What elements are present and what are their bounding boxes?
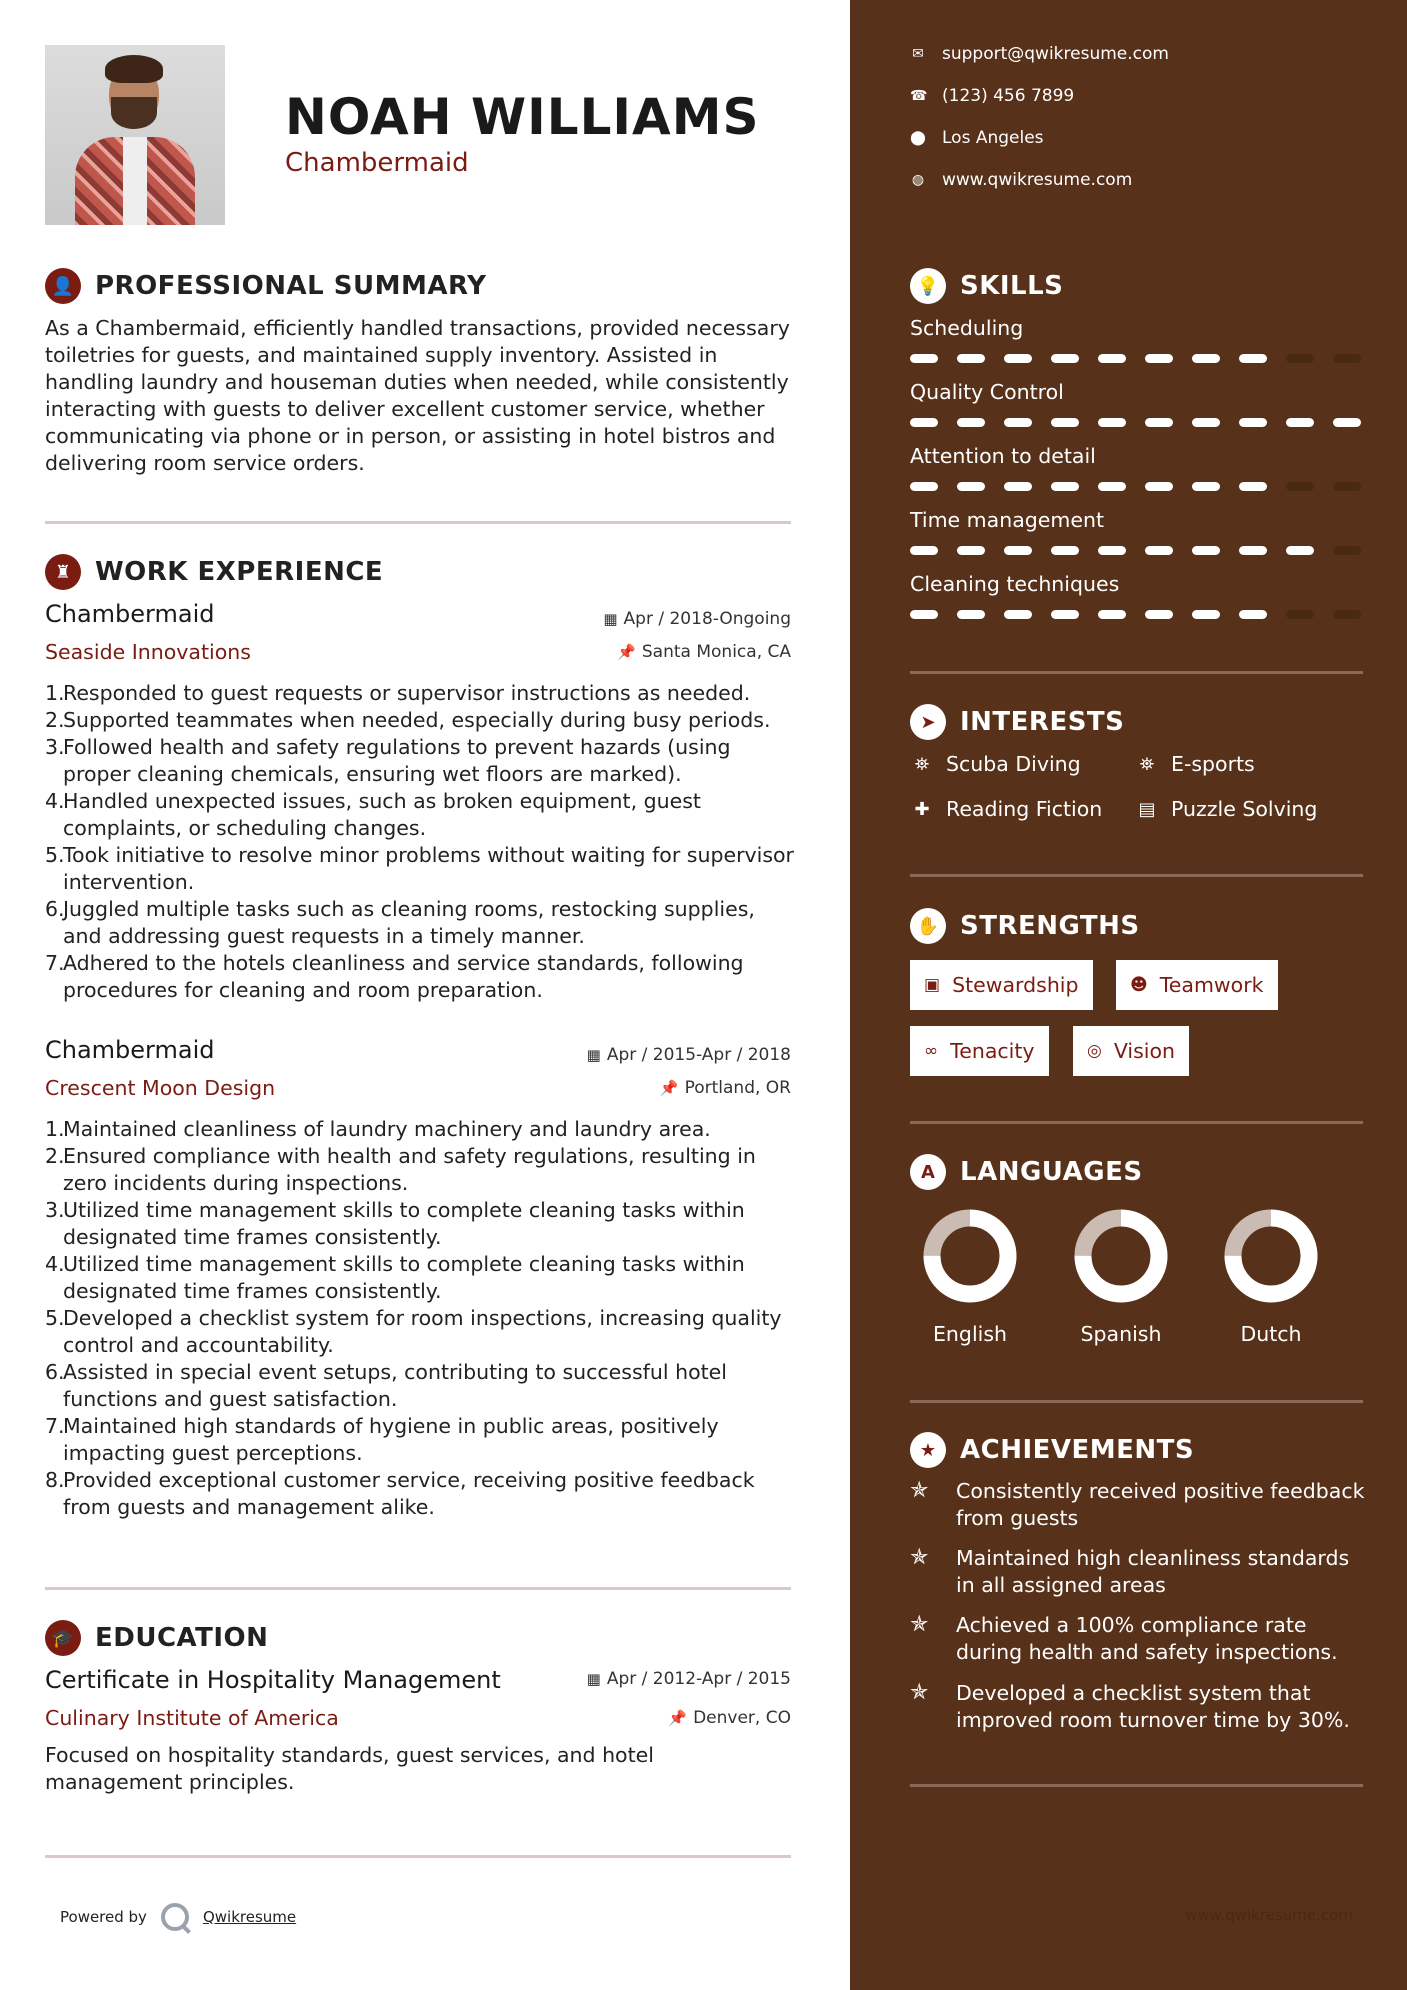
paper-plane-icon: ➤ (910, 704, 946, 740)
skill-level-segment (910, 418, 938, 427)
interest-label: E-sports (1171, 752, 1255, 776)
achievement-text: Developed a checklist system that improved room turnover time by 30%. (956, 1681, 1350, 1732)
strength-label: Teamwork (1159, 973, 1264, 997)
skill-level-segment (1192, 482, 1220, 491)
skill-level-bar (910, 546, 1361, 555)
map-pin-icon: ⬤ (910, 130, 926, 146)
skill-level-segment (1145, 482, 1173, 491)
star-hand-icon: ✯ (910, 1545, 929, 1570)
skill-level-segment (1333, 610, 1361, 619)
book-icon: ▤ (1138, 798, 1156, 820)
achievements-section-header (910, 1432, 1194, 1468)
experience-heading: WORK EXPERIENCE (95, 557, 384, 587)
job-bullets (45, 1116, 797, 1521)
achievement-item (910, 1545, 1370, 1599)
job-title: Chambermaid (45, 600, 215, 628)
contact-item[interactable] (910, 170, 1132, 190)
qwikresume-logo-icon (161, 1903, 189, 1931)
language-item (1046, 1208, 1196, 1346)
list-text: Provided exceptional customer service, receiving positive feedback from guests and management alike. (63, 1468, 755, 1519)
achievement-item (910, 1612, 1370, 1666)
languages-section-header (910, 1154, 1143, 1190)
school-name: Culinary Institute of America (45, 1706, 339, 1730)
skill-level-segment (957, 610, 985, 619)
list-number: 6. (45, 897, 65, 921)
binoculars-icon: ◎ (1087, 1041, 1102, 1061)
skill-level-segment (1145, 610, 1173, 619)
skill-level-segment (1051, 354, 1079, 363)
gamepad-icon: ✚ (914, 798, 930, 820)
language-label: English (932, 1322, 1008, 1346)
list-text: Took initiative to resolve minor problems without waiting for supervisor intervention. (63, 843, 794, 894)
language-label: Dutch (1240, 1322, 1302, 1346)
skill-level-segment (1004, 610, 1032, 619)
languages-heading: LANGUAGES (960, 1157, 1143, 1187)
briefcase-icon: ▣ (924, 975, 941, 995)
list-number: 2. (45, 1144, 65, 1168)
lightbulb-icon: 💡 (910, 268, 946, 304)
skill-level-segment (1145, 418, 1173, 427)
achievement-text: Achieved a 100% compliance rate during health and safety inspections. (956, 1613, 1338, 1664)
language-proficiency-ring (1073, 1208, 1169, 1304)
job-title: Chambermaid (45, 1036, 215, 1064)
skill-level-segment (1192, 418, 1220, 427)
education-heading: EDUCATION (95, 1623, 269, 1653)
list-text: Responded to guest requests or supervisor instructions as needed. (63, 681, 751, 705)
list-item (45, 788, 797, 842)
powered-by (60, 1903, 296, 1931)
candidate-title: Chambermaid (285, 148, 469, 178)
skill-level-segment (1333, 418, 1361, 427)
skill-level-segment (1098, 546, 1126, 555)
skill-label: Scheduling (910, 316, 1024, 340)
pin-icon: 📌 (659, 1079, 679, 1097)
list-item (45, 1305, 797, 1359)
skill-level-bar (910, 482, 1361, 491)
sidebar-divider (910, 1400, 1363, 1403)
list-text: Handled unexpected issues, such as broken equipment, guest complaints, or scheduling changes. (63, 789, 701, 840)
contact-text: (123) 456 7899 (942, 86, 1075, 106)
list-item (45, 1413, 797, 1467)
calendar-icon: ▦ (603, 610, 618, 628)
skill-level-segment (1286, 418, 1314, 427)
list-number: 4. (45, 1252, 65, 1276)
star-hand-icon: ✯ (910, 1478, 929, 1503)
interest-label: Reading Fiction (946, 797, 1103, 821)
degree-title: Certificate in Hospitality Management (45, 1666, 501, 1694)
sidebar-divider (910, 1784, 1363, 1787)
hand-icon: ✋ (910, 908, 946, 944)
list-item (45, 1143, 797, 1197)
strength-tag (1073, 1026, 1189, 1076)
list-number: 3. (45, 1198, 65, 1222)
skill-level-segment (910, 482, 938, 491)
skill-level-segment (1286, 546, 1314, 555)
list-number: 3. (45, 735, 65, 759)
skill-level-segment (1333, 546, 1361, 555)
interest-item (910, 752, 1081, 776)
list-item (45, 1197, 797, 1251)
summary-section-header (45, 268, 486, 304)
list-item (45, 1467, 797, 1521)
skill-level-segment (1192, 354, 1220, 363)
job-bullets (45, 680, 797, 1004)
sidebar-divider (910, 671, 1363, 674)
star-hand-icon: ✯ (910, 1612, 929, 1637)
skill-level-segment (1098, 354, 1126, 363)
skill-label: Quality Control (910, 380, 1064, 404)
skill-level-segment (1239, 354, 1267, 363)
sidebar-divider (910, 874, 1363, 877)
skill-level-segment (1333, 354, 1361, 363)
interests-heading: INTERESTS (960, 707, 1125, 737)
education-dates: ▦ Apr / 2012-Apr / 2015 (586, 1669, 791, 1689)
language-item (1196, 1208, 1346, 1346)
list-item (45, 1251, 797, 1305)
achievement-item (910, 1478, 1370, 1532)
list-number: 6. (45, 1360, 65, 1384)
pin-icon: 📌 (617, 643, 636, 661)
list-number: 1. (45, 1117, 65, 1141)
skill-label: Attention to detail (910, 444, 1096, 468)
skill-level-segment (1098, 610, 1126, 619)
interest-item (1135, 797, 1317, 821)
link-icon: ∞ (924, 1041, 939, 1061)
skill-label: Cleaning techniques (910, 572, 1120, 596)
contact-text: Los Angeles (942, 128, 1044, 148)
skill-level-segment (1192, 610, 1220, 619)
language-icon: A (910, 1154, 946, 1190)
language-item (895, 1208, 1045, 1346)
phone-icon: ☎ (910, 88, 928, 104)
education-location: 📌 Denver, CO (668, 1708, 791, 1728)
summary-heading: PROFESSIONAL SUMMARY (95, 271, 487, 301)
life-ring-icon: ⛯ (914, 753, 930, 775)
list-text: Utilized time management skills to complete cleaning tasks within designated time frames consistently. (63, 1252, 745, 1303)
skill-level-segment (1286, 610, 1314, 619)
profile-photo (45, 45, 225, 225)
skill-label: Time management (910, 508, 1105, 532)
strength-label: Stewardship (952, 973, 1079, 997)
skill-level-segment (1333, 482, 1361, 491)
skill-level-segment (1098, 418, 1126, 427)
list-number: 2. (45, 708, 65, 732)
list-item (45, 896, 797, 950)
skill-level-segment (1239, 546, 1267, 555)
candidate-name: NOAH WILLIAMS (285, 88, 760, 146)
pin-icon: 📌 (668, 1709, 688, 1727)
calendar-icon: ▦ (586, 1046, 601, 1064)
list-text: Ensured compliance with health and safety regulations, resulting in zero incidents during inspections. (63, 1144, 756, 1195)
skill-level-segment (910, 354, 938, 363)
divider (45, 521, 791, 524)
strength-tag (910, 960, 1093, 1010)
skill-level-segment (1145, 354, 1173, 363)
users-icon: ☻ (1130, 975, 1148, 995)
list-text: Utilized time management skills to complete cleaning tasks within designated time frames consistently. (63, 1198, 745, 1249)
list-text: Followed health and safety regulations to prevent hazards (using proper cleaning chemicals, ensuring wet floors are marked). (63, 735, 731, 786)
list-number: 4. (45, 789, 65, 813)
skill-level-segment (1004, 546, 1032, 555)
list-number: 1. (45, 681, 65, 705)
skills-heading: SKILLS (960, 271, 1064, 301)
skills-section-header (910, 268, 1063, 304)
powered-by-label: Powered by (60, 1908, 147, 1926)
achievements-heading: ACHIEVEMENTS (960, 1435, 1195, 1465)
achievement-item (910, 1680, 1370, 1734)
contact-item[interactable] (910, 128, 1044, 148)
strength-label: Vision (1113, 1039, 1176, 1063)
job-company: Crescent Moon Design (45, 1076, 276, 1100)
list-text: Assisted in special event setups, contributing to successful hotel functions and guest satisfaction. (63, 1360, 727, 1411)
strengths-section-header (910, 908, 1140, 944)
skill-level-segment (1239, 482, 1267, 491)
envelope-icon: ✉ (912, 46, 924, 62)
contact-item[interactable] (910, 44, 1169, 64)
divider (45, 1855, 791, 1858)
list-text: Adhered to the hotels cleanliness and service standards, following procedures for cleaning and room preparation. (63, 951, 744, 1002)
footer-url: www.qwikresume.com (1185, 1906, 1353, 1924)
language-proficiency-ring (1223, 1208, 1319, 1304)
list-text: Supported teammates when needed, especially during busy periods. (63, 708, 771, 732)
job-company: Seaside Innovations (45, 640, 251, 664)
star-hand-icon: ✯ (910, 1680, 929, 1705)
interest-item (910, 797, 1102, 821)
skill-level-segment (957, 546, 985, 555)
list-text: Maintained cleanliness of laundry machinery and laundry area. (63, 1117, 711, 1141)
contact-text: www.qwikresume.com (942, 170, 1133, 190)
skill-level-segment (1286, 354, 1314, 363)
skill-level-segment (910, 546, 938, 555)
job-dates: ▦ Apr / 2018-Ongoing (603, 609, 791, 629)
globe-icon: ◍ (911, 172, 925, 188)
star-icon: ★ (910, 1432, 946, 1468)
divider (45, 1587, 791, 1590)
skill-level-segment (1051, 610, 1079, 619)
skill-level-segment (957, 354, 985, 363)
list-number: 8. (45, 1468, 65, 1492)
skill-level-segment (910, 610, 938, 619)
contact-item[interactable] (910, 86, 1074, 106)
list-item (45, 842, 797, 896)
language-proficiency-ring (922, 1208, 1018, 1304)
life-ring-icon: ⛯ (1139, 753, 1155, 775)
list-item (45, 734, 797, 788)
skill-level-segment (1239, 418, 1267, 427)
skill-level-segment (1051, 482, 1079, 491)
strength-tag (910, 1026, 1049, 1076)
skill-level-segment (1004, 482, 1032, 491)
skill-level-segment (1192, 546, 1220, 555)
list-item (45, 707, 797, 734)
skill-level-segment (1004, 354, 1032, 363)
list-number: 7. (45, 1414, 65, 1438)
list-item (45, 950, 797, 1004)
skill-level-segment (1004, 418, 1032, 427)
sidebar-divider (910, 1121, 1363, 1124)
graduation-cap-icon: 🎓 (45, 1620, 81, 1656)
interest-label: Scuba Diving (946, 752, 1081, 776)
contact-text: support@qwikresume.com (942, 44, 1169, 64)
list-item (45, 680, 797, 707)
user-icon: 👤 (45, 268, 81, 304)
experience-section-header (45, 554, 383, 590)
skill-level-segment (1051, 546, 1079, 555)
job-location: 📌 Portland, OR (659, 1078, 791, 1098)
education-description: Focused on hospitality standards, guest services, and hotel management principles. (45, 1743, 654, 1794)
skill-level-segment (1239, 610, 1267, 619)
interest-label: Puzzle Solving (1171, 797, 1318, 821)
language-label: Spanish (1080, 1322, 1162, 1346)
achievement-text: Maintained high cleanliness standards in all assigned areas (956, 1546, 1350, 1597)
skill-level-segment (1051, 418, 1079, 427)
interest-item (1135, 752, 1255, 776)
list-number: 5. (45, 1306, 65, 1330)
briefcase-chair-icon: ♜ (45, 554, 81, 590)
summary-text: As a Chambermaid, efficiently handled transactions, provided necessary toiletries for guests, and maintained supply inventory. Assisted in handling laundry and houseman duties when needed, while consistently interacting with guests to deliver excellent customer service, whether communicating via phone or in person, or assisting in hotel bistros and delivering room service orders. (45, 316, 790, 475)
strength-label: Tenacity (950, 1039, 1035, 1063)
job-dates: ▦ Apr / 2015-Apr / 2018 (586, 1045, 791, 1065)
strengths-heading: STRENGTHS (960, 911, 1140, 941)
skill-level-segment (1286, 482, 1314, 491)
list-number: 5. (45, 843, 65, 867)
job-location: 📌 Santa Monica, CA (617, 642, 791, 662)
qwikresume-link[interactable]: Qwikresume (202, 1908, 297, 1926)
list-text: Maintained high standards of hygiene in public areas, positively impacting guest perceptions. (63, 1414, 719, 1465)
list-text: Developed a checklist system for room inspections, increasing quality control and accountability. (63, 1306, 782, 1357)
strength-tag (1116, 960, 1278, 1010)
skill-level-segment (1098, 482, 1126, 491)
skill-level-segment (1145, 546, 1173, 555)
skill-level-bar (910, 418, 1361, 427)
skill-level-segment (957, 482, 985, 491)
skill-level-bar (910, 610, 1361, 619)
education-section-header (45, 1620, 268, 1656)
list-text: Juggled multiple tasks such as cleaning rooms, restocking supplies, and addressing guest requests in a timely manner. (63, 897, 755, 948)
list-item (45, 1359, 797, 1413)
skill-level-bar (910, 354, 1361, 363)
list-item (45, 1116, 797, 1143)
achievement-text: Consistently received positive feedback from guests (956, 1479, 1365, 1530)
skill-level-segment (957, 418, 985, 427)
interests-section-header (910, 704, 1124, 740)
calendar-icon: ▦ (586, 1670, 601, 1688)
list-number: 7. (45, 951, 65, 975)
